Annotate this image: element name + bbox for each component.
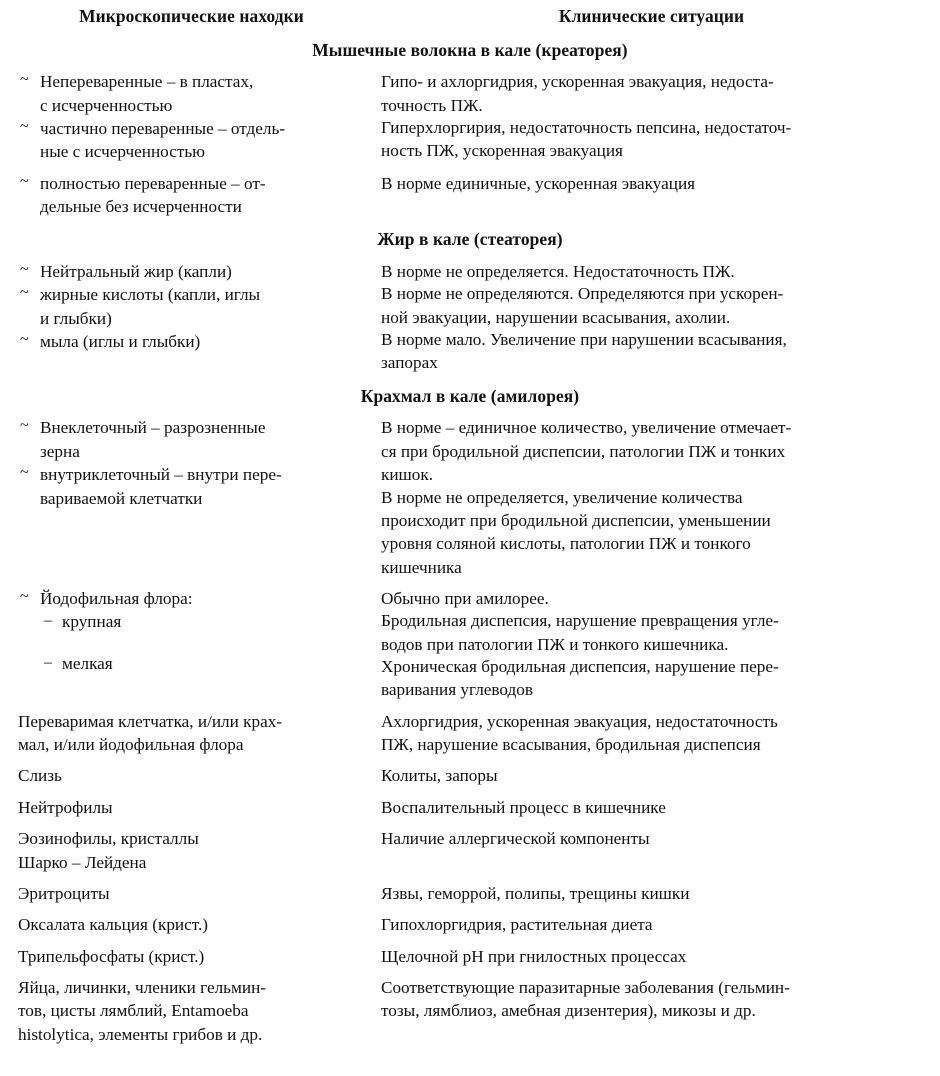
tilde-bullet-icon: ~ [20, 464, 29, 482]
clinical-cell [373, 761, 930, 792]
list-item-line: Непереваренные – в пластах, [40, 72, 254, 92]
table-row [10, 257, 930, 380]
clinical-paragraph [381, 71, 922, 117]
column-header-clinical-situations: Клинические ситуации [558, 6, 745, 26]
clinical-cell [373, 584, 930, 707]
text-line: кишечника [381, 557, 462, 577]
section-heading-creatorrhea: Мышечные волокна в кале (креаторея) [312, 39, 628, 60]
text-line: В норме не определяется. Недостаточность ПЖ. [381, 262, 735, 282]
text-line: тозы, лямблиоз, амебная дизентерия), микозы и др. [381, 1001, 756, 1021]
text-line: Язвы, геморрой, полипы, трещины кишки [381, 883, 690, 903]
tilde-bullet-icon: ~ [20, 331, 29, 349]
list-item [18, 588, 365, 610]
findings-cell [10, 67, 373, 168]
text-line: Хроническая бродильная диспепсия, нарушение пере- [381, 657, 779, 677]
clinical-paragraph [381, 610, 922, 656]
list-item [18, 653, 365, 675]
list-item-line: мыла (иглы и глыбки) [40, 332, 201, 352]
clinical-cell [373, 169, 930, 224]
table-header-row [10, 0, 930, 34]
list-item-line: крупная [62, 612, 122, 632]
table-body [10, 0, 930, 1051]
list-item-line: Нейтральный жир (капли) [40, 262, 232, 282]
findings-cell [10, 910, 373, 941]
text-line: ной эвакуации, нарушении всасывания, ахолии. [381, 307, 731, 327]
clinical-cell [373, 973, 930, 1051]
section-heading-row [10, 34, 930, 68]
list-item-line: Йодофильная флора: [40, 588, 193, 608]
findings-bullet-list [18, 71, 365, 163]
table-row [10, 169, 930, 224]
text-line: Гипо- и ахлоргидрия, ускоренная эвакуация, недоста- [381, 72, 774, 92]
clinical-paragraph [381, 117, 922, 163]
tilde-bullet-icon: ~ [20, 172, 29, 190]
tilde-bullet-icon: ~ [20, 117, 29, 135]
text-line: Гиперхлоргирия, недостаточность пепсина, недостаточ- [381, 117, 792, 137]
findings-cell [10, 973, 373, 1051]
dash-bullet-icon: – [44, 653, 52, 671]
text-line: варивания углеводов [381, 680, 533, 700]
findings-cell [10, 413, 373, 584]
text-line: Гипохлоргидрия, растительная диета [381, 915, 653, 935]
text-line: Бродильная диспепсия, нарушение превращения угле- [381, 611, 779, 631]
clinical-paragraph [381, 261, 922, 283]
findings-bullet-list [18, 588, 365, 675]
list-item-line: ные с исчерченностью [40, 142, 206, 162]
clinical-cell [373, 257, 930, 380]
text-line: Нейтрофилы [18, 797, 113, 817]
text-line: Щелочной pH при гнилостных процессах [381, 946, 687, 966]
text-line: мал, и/или йодофильная флора [18, 735, 244, 755]
list-item [18, 464, 365, 510]
text-line: В норме – единичное количество, увеличение отмечает- [381, 418, 792, 438]
table-row [10, 761, 930, 792]
text-line: Яйца, личинки, членики гельмин- [18, 978, 266, 997]
list-item [18, 173, 365, 219]
table-row [10, 584, 930, 707]
text-line: точность ПЖ. [381, 95, 483, 115]
findings-cell [10, 257, 373, 380]
clinical-paragraph [381, 173, 922, 195]
text-line: кишок. [381, 465, 434, 485]
clinical-paragraph [381, 588, 922, 610]
findings-table [10, 0, 930, 1051]
column-header-microscopic-findings: Микроскопические находки [79, 6, 304, 26]
table-row [10, 879, 930, 910]
clinical-cell [373, 413, 930, 584]
table-row [10, 67, 930, 168]
table-row [10, 793, 930, 824]
tilde-bullet-icon: ~ [20, 417, 29, 435]
text-line: Наличие аллергической компоненты [381, 829, 650, 849]
table-row [10, 707, 930, 762]
list-item [18, 284, 365, 330]
text-line: ПЖ, нарушение всасывания, бродильная диспепсия [381, 735, 761, 755]
text-line: Воспалительный процесс в кишечнике [381, 797, 666, 817]
text-line: Эозинофилы, кристаллы [18, 829, 199, 849]
clinical-cell [373, 707, 930, 762]
list-item-line: и глыбки) [40, 308, 112, 328]
list-item [18, 261, 365, 283]
clinical-paragraph [381, 329, 922, 375]
text-line: запорах [381, 353, 438, 373]
list-item-line: мелкая [62, 653, 113, 673]
list-item [18, 118, 365, 164]
text-line: В норме единичные, ускоренная эвакуация [381, 173, 696, 193]
section-heading-steatorrhea: Жир в кале (стеаторея) [377, 229, 563, 250]
clinical-paragraph [381, 656, 922, 702]
list-item-line: зерна [40, 441, 80, 461]
text-line: тов, цисты лямблий, Entamoeba [18, 1001, 249, 1021]
text-line: Ахлоргидрия, ускоренная эвакуация, недостаточность [381, 711, 778, 731]
findings-bullet-list [18, 261, 365, 353]
clinical-cell [373, 879, 930, 910]
text-line: В норме не определяется, увеличение количества [381, 487, 743, 507]
text-line: водов при патологии ПЖ и тонкого кишечника. [381, 634, 729, 654]
table-row [10, 413, 930, 584]
table-row [10, 942, 930, 973]
tilde-bullet-icon: ~ [20, 284, 29, 302]
findings-cell [10, 879, 373, 910]
table-row [10, 910, 930, 941]
clinical-paragraph [381, 283, 922, 329]
text-line: Эритроциты [18, 883, 110, 903]
text-line: В норме мало. Увеличение при нарушении всасывания, [381, 330, 787, 350]
clinical-cell [373, 824, 930, 879]
findings-cell [10, 169, 373, 224]
list-item [18, 71, 365, 117]
text-line: В норме не определяются. Определяются при ускорен- [381, 284, 784, 304]
dash-bullet-icon: – [44, 612, 52, 630]
list-item [18, 417, 365, 463]
clinical-paragraph [381, 417, 922, 486]
section-heading-amylorrhea: Крахмал в кале (амилорея) [360, 385, 580, 406]
findings-cell [10, 761, 373, 792]
text-line: ся при бродильной диспепсии, патологии ПЖ и тонких [381, 441, 786, 461]
findings-cell [10, 707, 373, 762]
list-item-line: дельные без исчерченности [40, 197, 242, 217]
list-item-line: частично переваренные – отдель- [40, 118, 286, 138]
text-line: Обычно при амилорее. [381, 588, 549, 608]
text-line: ность ПЖ, ускоренная эвакуация [381, 141, 623, 161]
clinical-cell [373, 67, 930, 168]
list-item-line: вариваемой клетчатки [40, 488, 203, 508]
list-item-line: внутриклеточный – внутри пере- [40, 465, 282, 485]
list-item-line: Внеклеточный – разрозненные [40, 418, 266, 438]
clinical-cell [373, 910, 930, 941]
text-line: histolytica, элементы грибов и др. [18, 1024, 263, 1044]
table-row [10, 824, 930, 879]
text-line: происходит при бродильной диспепсии, уменьшении [381, 510, 771, 530]
list-item [18, 331, 365, 353]
list-item [18, 611, 365, 633]
tilde-bullet-icon: ~ [20, 261, 29, 279]
text-line: Шарко – Лейдена [18, 852, 147, 872]
list-item-line: с исчерченностью [40, 95, 173, 115]
text-line: Соответствующие паразитарные заболевания (гельмин- [381, 978, 790, 997]
text-line: Трипельфосфаты (крист.) [18, 946, 205, 966]
text-line: Слизь [18, 766, 62, 786]
text-line: Переваримая клетчатка, и/или крах- [18, 711, 283, 731]
clinical-cell [373, 793, 930, 824]
tilde-bullet-icon: ~ [20, 587, 29, 605]
findings-cell [10, 584, 373, 707]
table-row [10, 973, 930, 1051]
clinical-cell [373, 942, 930, 973]
section-heading-row [10, 380, 930, 414]
list-item-line: полностью переваренные – от- [40, 173, 266, 193]
section-heading-row [10, 223, 930, 257]
findings-cell [10, 942, 373, 973]
list-item-line: жирные кислоты (капли, иглы [40, 285, 261, 305]
findings-bullet-list [18, 417, 365, 509]
tilde-bullet-icon: ~ [20, 71, 29, 89]
findings-cell [10, 793, 373, 824]
text-line: Колиты, запоры [381, 766, 498, 786]
findings-cell [10, 824, 373, 879]
text-line: уровня соляной кислоты, патологии ПЖ и тонкого [381, 534, 751, 554]
text-line: Оксалата кальция (крист.) [18, 915, 208, 935]
clinical-paragraph [381, 487, 922, 579]
findings-bullet-list [18, 173, 365, 219]
